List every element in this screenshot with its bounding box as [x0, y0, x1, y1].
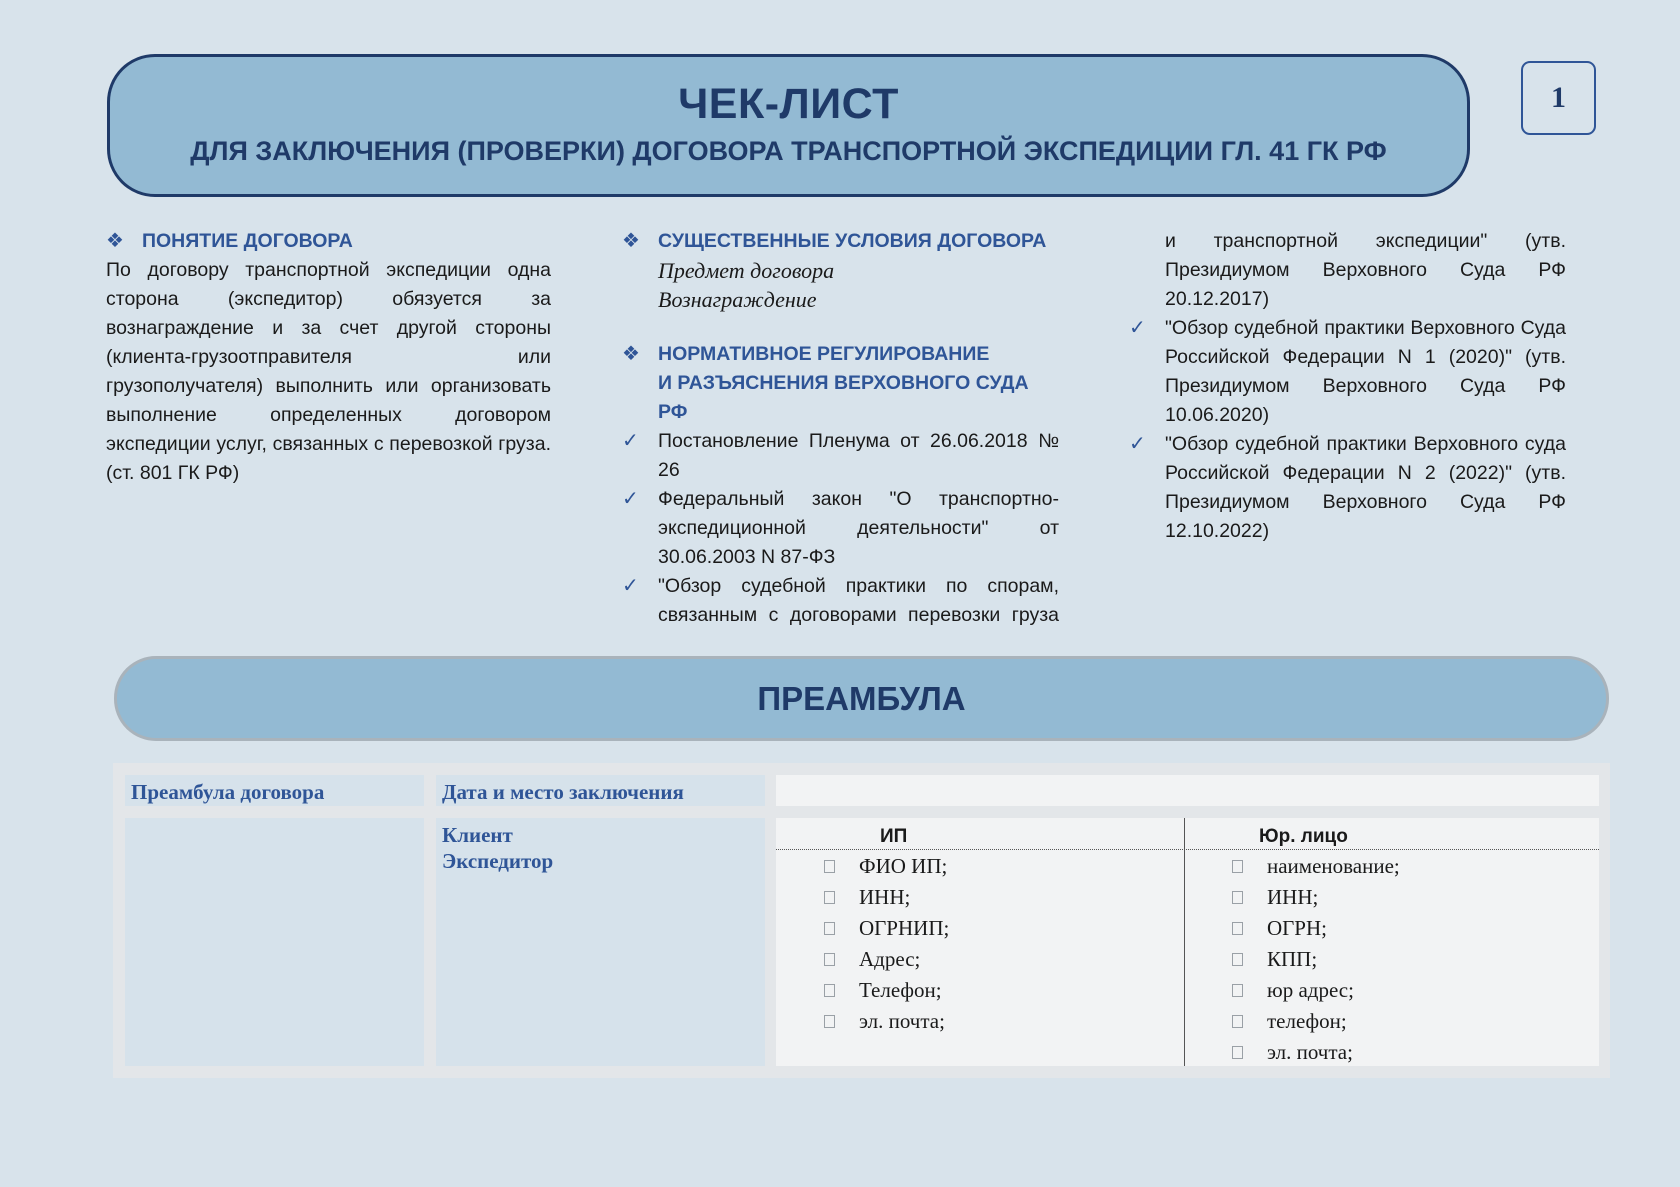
checkbox-icon[interactable] [1232, 1015, 1243, 1028]
list-item[interactable]: Телефон; [824, 975, 949, 1006]
checkmark-icon: ✓ [1129, 317, 1146, 339]
list-item[interactable]: эл. почта; [824, 1006, 949, 1037]
regulation-heading [622, 340, 1059, 369]
regulation-heading-line1: НОРМАТИВНОЕ РЕГУЛИРОВАНИЕ [658, 343, 990, 365]
column-divider [1184, 818, 1185, 1066]
checkbox-icon[interactable] [1232, 984, 1243, 997]
diamond-bullet-icon: ❖ [622, 230, 640, 252]
legal-entity-heading: Юр. лицо [1259, 826, 1348, 847]
checkmark-icon: ✓ [1129, 433, 1146, 455]
checkmark-icon: ✓ [622, 575, 639, 597]
regulation-continued-column [1129, 227, 1566, 546]
terms-column [622, 227, 1059, 630]
parties-requisites-cell [776, 818, 1599, 1066]
regulation-item: ✓ Федеральный закон "О транспортно-экспедиционной деятельности" от 30.06.2003 N 87-ФЗ [622, 485, 1059, 572]
date-place-value-cell[interactable] [776, 775, 1599, 806]
regulation-item: ✓ Постановление Пленума от 26.06.2018 № 26 [622, 427, 1059, 485]
concept-text: По договору транспортной экспедиции одна сторона (экспедитор) обязуется за вознаграждение и за счет другой стороны (клиента-грузоотправителя или грузополучателя) выполнить или организовать выполнение определенных договором экспедиции услуг, связанных с перевозкой груза. (ст. 801 ГК РФ) [106, 259, 551, 484]
concept-heading-text: ПОНЯТИЕ ДОГОВОРА [142, 230, 353, 252]
list-item[interactable]: ИНН; [824, 882, 949, 913]
checkbox-icon[interactable] [1232, 1046, 1243, 1059]
list-item[interactable]: эл. почта; [1232, 1037, 1400, 1068]
concept-column [106, 227, 551, 488]
essential-heading-text: СУЩЕСТВЕННЫЕ УСЛОВИЯ ДОГОВОРА [658, 230, 1047, 252]
list-item[interactable]: ИНН; [1232, 882, 1400, 913]
forwarder-label: Экспедитор [442, 849, 554, 873]
ip-requisites-list [824, 851, 949, 1037]
list-item[interactable]: ОГРН; [1232, 913, 1400, 944]
preamble-table [113, 763, 1610, 1078]
page-subtitle: ДЛЯ ЗАКЛЮЧЕНИЯ (ПРОВЕРКИ) ДОГОВОРА ТРАНСПОРТНОЙ ЭКСПЕДИЦИИ ГЛ. 41 ГК РФ [190, 136, 1387, 166]
essential-item: Вознаграждение [658, 287, 817, 312]
checkbox-icon[interactable] [1232, 953, 1243, 966]
checkbox-icon[interactable] [824, 891, 835, 904]
header-banner [107, 54, 1470, 197]
list-item[interactable]: Адрес; [824, 944, 949, 975]
regulation-item: ✓ "Обзор судебной практики по спорам, связанным с договорами перевозки груза [622, 572, 1059, 630]
diamond-bullet-icon: ❖ [106, 230, 124, 252]
date-place-label-cell: Дата и место заключения [436, 775, 765, 806]
essential-item: Предмет договора [658, 258, 835, 283]
regulation-item: ✓ "Обзор судебной практики Верховного суда Российской Федерации N 2 (2022)" (утв. Президиумом Верховного Суда РФ 12.10.2022) [1129, 430, 1566, 546]
ip-heading: ИП [880, 826, 908, 847]
checkbox-icon[interactable] [824, 860, 835, 873]
page-title: ЧЕК-ЛИСТ [678, 80, 899, 128]
concept-heading [106, 227, 551, 256]
page-number-badge: 1 [1521, 61, 1596, 135]
legal-requisites-list [1232, 851, 1400, 1068]
essential-heading [622, 227, 1059, 256]
regulation-continuation: и транспортной экспедиции" (утв. Президиумом Верховного Суда РФ 20.12.2017) [1165, 230, 1566, 310]
parties-label-cell [436, 818, 765, 1066]
regulation-item: ✓ "Обзор судебной практики Верховного Суда Российской Федерации N 1 (2020)" (утв. Президиумом Верховного Суда РФ 10.06.2020) [1129, 314, 1566, 430]
list-item[interactable]: юр адрес; [1232, 975, 1400, 1006]
diamond-bullet-icon: ❖ [622, 343, 640, 365]
preamble-empty-cell [125, 818, 424, 1066]
list-item[interactable]: ФИО ИП; [824, 851, 949, 882]
checkbox-icon[interactable] [824, 984, 835, 997]
list-item[interactable]: телефон; [1232, 1006, 1400, 1037]
essential-list [622, 256, 1059, 314]
checkbox-icon[interactable] [1232, 860, 1243, 873]
checkmark-icon: ✓ [622, 488, 639, 510]
regulation-heading-line2: И РАЗЪЯСНЕНИЯ ВЕРХОВНОГО СУДА РФ [658, 372, 1029, 423]
preamble-title: ПРЕАМБУЛА [757, 679, 966, 717]
preamble-label-cell: Преамбула договора [125, 775, 424, 806]
client-label: Клиент [442, 823, 513, 847]
preamble-banner [114, 656, 1609, 741]
checkbox-icon[interactable] [1232, 891, 1243, 904]
list-item[interactable]: наименование; [1232, 851, 1400, 882]
list-item[interactable]: КПП; [1232, 944, 1400, 975]
checkbox-icon[interactable] [824, 953, 835, 966]
list-item[interactable]: ОГРНИП; [824, 913, 949, 944]
checkmark-icon: ✓ [622, 430, 639, 452]
checkbox-icon[interactable] [824, 1015, 835, 1028]
header-divider [776, 849, 1599, 850]
checkbox-icon[interactable] [1232, 922, 1243, 935]
checkbox-icon[interactable] [824, 922, 835, 935]
